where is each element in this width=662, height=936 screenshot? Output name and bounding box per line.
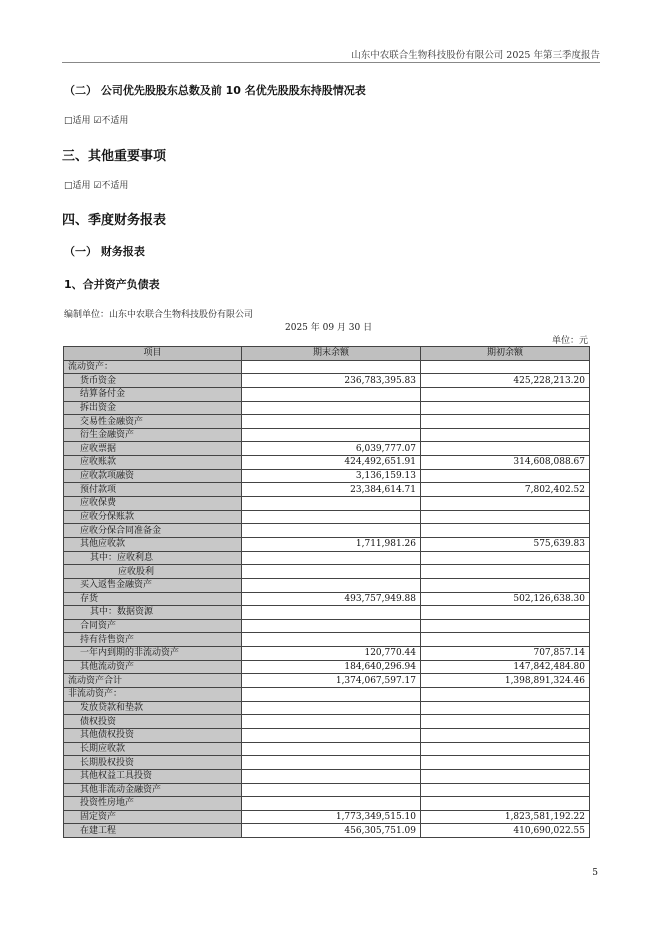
row-item-label: 投资性房地产 [64,797,242,811]
table-row [64,619,590,633]
row-begin-balance [421,565,590,579]
row-begin-balance [421,551,590,565]
row-end-balance [242,387,421,401]
row-item-label: 长期股权投资 [64,756,242,770]
table-row [64,578,590,592]
row-begin-balance: 1,823,581,192.22 [421,810,590,824]
table-row [64,360,590,374]
row-end-balance: 1,773,349,515.10 [242,810,421,824]
row-end-balance [242,756,421,770]
row-begin-balance [421,401,590,415]
row-end-balance [242,688,421,702]
report-header: 山东中农联合生物科技股份有限公司 2025 年第三季度报告 [351,50,600,61]
row-item-label: 买入返售金融资产 [64,578,242,592]
row-begin-balance [421,783,590,797]
row-begin-balance [421,619,590,633]
row-begin-balance [421,633,590,647]
balance-sheet-heading: 1、合并资产负债表 [64,278,160,291]
row-end-balance: 456,305,751.09 [242,824,421,838]
row-begin-balance [421,756,590,770]
row-end-balance [242,606,421,620]
row-begin-balance [421,797,590,811]
row-item-label: 固定资产 [64,810,242,824]
row-end-balance: 424,492,651.91 [242,456,421,470]
row-end-balance [242,578,421,592]
table-row [64,551,590,565]
row-item-label: 预付款项 [64,483,242,497]
table-row [64,483,590,497]
row-begin-balance [421,688,590,702]
row-end-balance: 23,384,614.71 [242,483,421,497]
row-end-balance [242,524,421,538]
table-row [64,824,590,838]
row-end-balance: 493,757,949.88 [242,592,421,606]
table-row [64,510,590,524]
row-begin-balance [421,701,590,715]
table-row [64,810,590,824]
preferred-applicability: □适用 ☑不适用 [64,116,129,126]
table-row [64,524,590,538]
row-item-label: 其中：数据资源 [64,606,242,620]
row-end-balance: 3,136,159.13 [242,469,421,483]
table-row [64,715,590,729]
row-item-label: 其他非流动金融资产 [64,783,242,797]
financial-statements-heading: （一） 财务报表 [64,245,145,258]
report-date: 2025 年 09 月 30 日 [285,323,373,333]
row-end-balance [242,728,421,742]
table-row [64,797,590,811]
table-row [64,728,590,742]
row-begin-balance [421,742,590,756]
row-item-label: 合同资产 [64,619,242,633]
row-item-label: 流动资产： [64,360,242,374]
table-row [64,374,590,388]
column-header-end-balance: 期末余额 [242,347,421,361]
row-item-label: 交易性金融资产 [64,415,242,429]
table-row [64,701,590,715]
row-item-label: 一年内到期的非流动资产 [64,647,242,661]
table-row [64,565,590,579]
table-row [64,783,590,797]
column-header-item: 项目 [64,347,242,361]
table-row [64,497,590,511]
row-end-balance [242,497,421,511]
row-end-balance [242,769,421,783]
row-end-balance [242,415,421,429]
row-item-label: 其他权益工具投资 [64,769,242,783]
row-begin-balance [421,469,590,483]
row-end-balance: 1,374,067,597.17 [242,674,421,688]
column-header-begin-balance: 期初余额 [421,347,590,361]
table-row [64,442,590,456]
row-begin-balance: 1,398,891,324.46 [421,674,590,688]
row-begin-balance: 707,857.14 [421,647,590,661]
table-row [64,769,590,783]
row-item-label: 货币资金 [64,374,242,388]
row-begin-balance [421,442,590,456]
row-begin-balance [421,510,590,524]
row-begin-balance [421,524,590,538]
balance-sheet-table [63,346,590,838]
currency-unit: 单位：元 [551,336,588,346]
table-row [64,537,590,551]
page-number: 5 [592,868,598,878]
row-item-label: 其中：应收利息 [64,551,242,565]
row-end-balance [242,701,421,715]
row-end-balance [242,797,421,811]
row-end-balance [242,715,421,729]
table-row [64,660,590,674]
table-row [64,456,590,470]
row-end-balance [242,742,421,756]
row-end-balance: 120,770.44 [242,647,421,661]
row-item-label: 结算备付金 [64,387,242,401]
row-begin-balance [421,578,590,592]
row-end-balance [242,360,421,374]
table-row [64,756,590,770]
row-end-balance [242,551,421,565]
header-divider [62,62,600,63]
row-end-balance [242,783,421,797]
row-item-label: 应收账款 [64,456,242,470]
row-item-label: 在建工程 [64,824,242,838]
row-item-label: 应收分保账款 [64,510,242,524]
row-begin-balance [421,360,590,374]
row-item-label: 持有待售资产 [64,633,242,647]
row-item-label: 应收分保合同准备金 [64,524,242,538]
table-row [64,415,590,429]
row-begin-balance: 314,608,088.67 [421,456,590,470]
row-begin-balance [421,769,590,783]
table-row [64,742,590,756]
table-row [64,387,590,401]
row-item-label: 应收款项融资 [64,469,242,483]
table-row [64,428,590,442]
other-applicability: □适用 ☑不适用 [64,181,129,191]
row-item-label: 长期应收款 [64,742,242,756]
row-item-label: 应收保费 [64,497,242,511]
row-end-balance: 236,783,395.83 [242,374,421,388]
row-item-label: 衍生金融资产 [64,428,242,442]
row-end-balance [242,633,421,647]
row-item-label: 其他应收款 [64,537,242,551]
row-end-balance [242,619,421,633]
table-row [64,401,590,415]
row-begin-balance [421,728,590,742]
row-end-balance [242,428,421,442]
row-end-balance: 6,039,777.07 [242,442,421,456]
row-item-label: 应收票据 [64,442,242,456]
row-begin-balance [421,497,590,511]
row-item-label: 债权投资 [64,715,242,729]
row-end-balance: 1,711,981.26 [242,537,421,551]
table-header-row [64,347,590,361]
row-begin-balance: 147,842,484.80 [421,660,590,674]
row-begin-balance [421,428,590,442]
row-item-label: 其他流动资产 [64,660,242,674]
row-end-balance: 184,640,296.94 [242,660,421,674]
preferred-shareholders-heading: （二） 公司优先股股东总数及前 10 名优先股股东持股情况表 [64,84,366,97]
row-item-label: 发放贷款和垫款 [64,701,242,715]
row-item-label: 应收股利 [64,565,242,579]
row-item-label: 非流动资产： [64,688,242,702]
preparer-line: 编制单位：山东中农联合生物科技股份有限公司 [64,310,254,320]
row-begin-balance [421,606,590,620]
row-begin-balance: 575,639.83 [421,537,590,551]
table-row [64,592,590,606]
row-item-label: 其他债权投资 [64,728,242,742]
row-item-label: 流动资产合计 [64,674,242,688]
quarterly-statements-heading: 四、季度财务报表 [62,213,167,228]
row-begin-balance: 410,690,022.55 [421,824,590,838]
table-row [64,469,590,483]
table-row [64,606,590,620]
table-row [64,633,590,647]
row-begin-balance: 425,228,213.20 [421,374,590,388]
row-end-balance [242,565,421,579]
table-row [64,674,590,688]
table-row [64,647,590,661]
other-matters-heading: 三、其他重要事项 [62,149,167,164]
row-begin-balance [421,415,590,429]
row-item-label: 拆出资金 [64,401,242,415]
row-end-balance [242,401,421,415]
row-begin-balance: 7,802,402.52 [421,483,590,497]
row-begin-balance [421,715,590,729]
row-end-balance [242,510,421,524]
row-item-label: 存货 [64,592,242,606]
row-begin-balance: 502,126,638.30 [421,592,590,606]
row-begin-balance [421,387,590,401]
table-row [64,688,590,702]
